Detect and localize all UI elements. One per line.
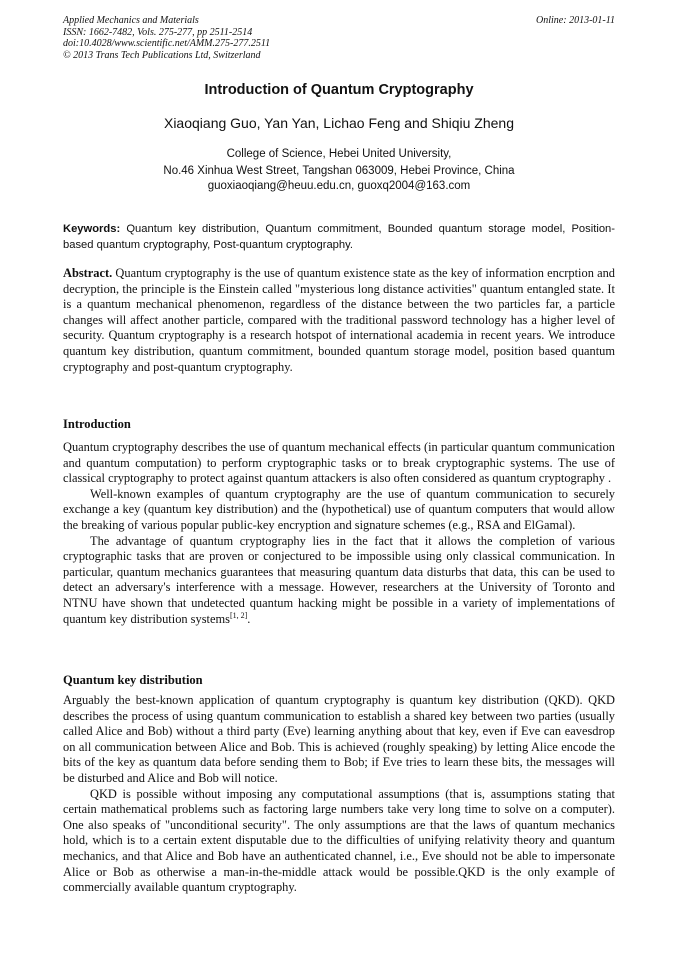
copyright-line: © 2013 Trans Tech Publications Ltd, Switzerland [63, 49, 261, 61]
paper-title: Introduction of Quantum Cryptography [204, 82, 474, 98]
intro-paragraph-2: Well-known examples of quantum cryptography are the use of quantum communication to securely exchange a key (quantum key distribution) and the (hypothetical) use of quantum computers that would allow the breaking of various popular public-key encryption and signature schemes (e.g., RSA and ElGamal). [63, 486, 615, 532]
abstract-label: Abstract. [63, 266, 113, 280]
introduction-heading: Introduction [63, 417, 131, 431]
affiliation-line-1: College of Science, Hebei United University, [226, 148, 452, 160]
issn-line: ISSN: 1662-7482, Vols. 275-277, pp 2511-2514 [63, 26, 253, 38]
qkd-paragraph-1: Arguably the best-known application of quantum cryptography is quantum key distribution (QKD). QKD describes the process of using quantum communication to establish a shared key between two parties (usually called Alice and Bob) without a third party (Eve) learning anything about that key, even if Eve can eavesdrop on all communication between Alice and Bob. This is achieved (roughly speaking) by letting Alice encode the bits of the key as quantum data before sending them to Bob; if Eve tries to learn these bits, the messages will be disturbed and Alice and Bob will notice. [63, 693, 615, 785]
qkd-paragraph-2: QKD is possible without imposing any computational assumptions (that is, assumptions stating that certain mathematical problems such as factoring large numbers take very long time to solve on a computer). One also speaks of "unconditional security". The only assumptions are that the laws of quantum mechanics hold, which is to a certain extent disputable due to the difficulties of unifying relativity theory and quantum mechanics, and that Alice and Bob have an authenticated channel, i.e., Eve should not be able to impersonate Alice or Bob as otherwise a man-in-the-middle attack would be possible.QKD is the only example of commercially available quantum cryptography. [63, 786, 615, 895]
journal-name: Applied Mechanics and Materials [63, 15, 199, 26]
intro-paragraph-3-text: The advantage of quantum cryptography lies in the fact that it allows the completion of various cryptographic tasks that are proven or conjectured to be impossible using only classical communication. In particular, quantum mechanics guarantees that measuring quantum data disturbs that data, this can be used to detect an adversary's interference with a message. However, researchers at the University of Toronto and NTNU have shown that undetected quantum hacking might be possible in a variety of implementations of quantum key distribution systems [63, 533, 615, 626]
keywords-text: Quantum key distribution, Quantum commitment, Bounded quantum storage model, Position-based quantum cryptography, Post-quantum cryptography. [63, 223, 615, 251]
keywords-section [63, 222, 615, 253]
intro-paragraph-1: Quantum cryptography describes the use of quantum mechanical effects (in particular quantum communication and quantum computation) to perform cryptographic tasks or to break cryptographic systems. The use of classical cryptography to protect against quantum attackers is also often considered as quantum cryptography . [63, 440, 615, 486]
affiliation [0, 146, 678, 180]
affiliation-line-2: No.46 Xinhua West Street, Tangshan 063009, Hebei Province, China [163, 165, 515, 177]
intro-paragraph-3 [63, 534, 615, 628]
doi-line: doi:10.4028/www.scientific.net/AMM.275-277.2511 [63, 38, 271, 49]
abstract-text: Quantum cryptography is the use of quantum existence state as the key of information encrption and decryption, the principle is the Einstein called "mysterious long distance activities" quantum entangled state. It is a quantum mechanical phenomenon, regardless of the distance between the two particles far, a particle changes will affect another particle, compared with the traditional password technology has a higher level of security. Quantum cryptography is a research hotspot of international academia in recent years. We introduce quantum key distribution, quantum commitment, bounded quantum storage model, position based quantum cryptography and post-quantum cryptography. [63, 266, 615, 374]
keywords-label: Keywords: [63, 223, 121, 235]
qkd-heading: Quantum key distribution [63, 673, 203, 687]
intro-paragraph-3-end: . [247, 611, 251, 626]
publication-info [63, 15, 615, 61]
abstract-section [63, 266, 615, 375]
introduction-body [63, 440, 615, 627]
author-list: Xiaoqiang Guo, Yan Yan, Lichao Feng and Shiqiu Zheng [163, 115, 514, 131]
qkd-body [63, 693, 615, 896]
online-date: Online: 2013-01-11 [536, 15, 615, 26]
journal-header [63, 15, 615, 61]
author-emails: guoxiaoqiang@heuu.edu.cn, guoxq2004@163.com [207, 180, 471, 192]
citation-ref: [1, 2] [229, 610, 248, 620]
